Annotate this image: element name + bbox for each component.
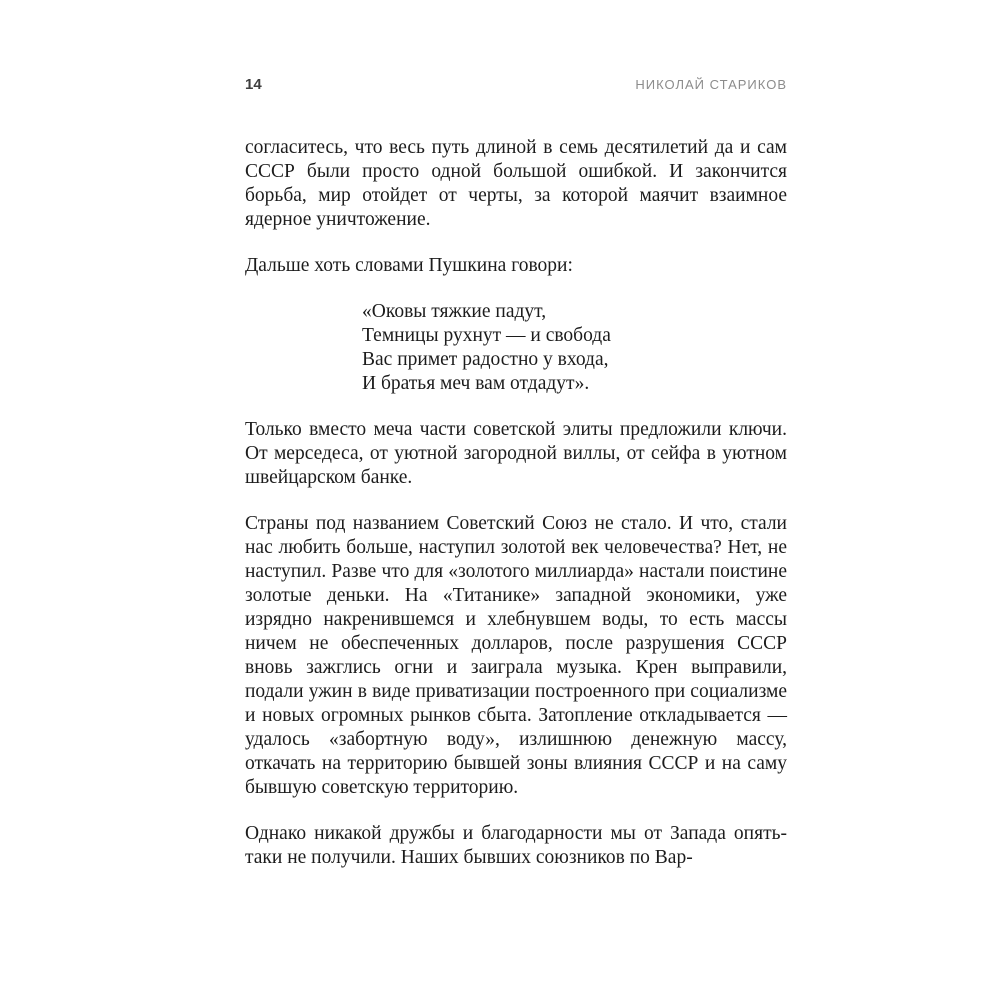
poem-line-3: Вас примет радостно у входа, (362, 349, 609, 370)
poem-line-2: Темницы рухнут — и свобода (362, 325, 611, 346)
page-header (245, 76, 787, 93)
paragraph-west: Однако никакой дружбы и благодарности мы от Запада опять-таки не получили. Наших бывших союзников по Вар- (245, 823, 787, 868)
paragraph-keys: Только вместо меча части советской элиты предложили ключи. От мерседеса, от уютной загородной виллы, от сейфа в уютном швейцарском банке. (245, 419, 787, 488)
page-number: 14 (245, 76, 262, 93)
paragraph-titanic: Страны под названием Советский Союз не стало. И что, стали нас любить больше, наступил золотой век человечества? Нет, не наступил. Разве что для «золотого миллиарда» настали поистине золотые деньки. На «Титанике» западной экономики, уже изрядно накренившемся и хлебнувшем воды, то есть массы ничем не обеспеченных долларов, после разрушения СССР вновь зажглись огни и заиграла музыка. Крен выправили, подали ужин в виде приватизации построенного при социализме и новых огромных рынков сбыта. Затопление откладывается — удалось «забортную воду», излишнюю денежную массу, откачать на территорию бывшей зоны влияния СССР и на саму бывшую советскую территорию. (245, 513, 787, 798)
poem-line-4: И братья меч вам отдадут». (362, 373, 590, 394)
paragraph-continuation: согласитесь, что весь путь длиной в семь десятилетий да и сам СССР были просто одной большой ошибкой. И закончится борьба, мир отойдет от черты, за которой маячит взаимное ядерное уничтожение. (245, 137, 787, 230)
poem-quote (362, 300, 787, 396)
paragraph-poem-intro: Дальше хоть словами Пушкина говори: (245, 255, 573, 276)
body-text (245, 136, 787, 870)
running-head: НИКОЛАЙ СТАРИКОВ (635, 77, 787, 92)
poem-line-1: «Оковы тяжкие падут, (362, 301, 547, 322)
